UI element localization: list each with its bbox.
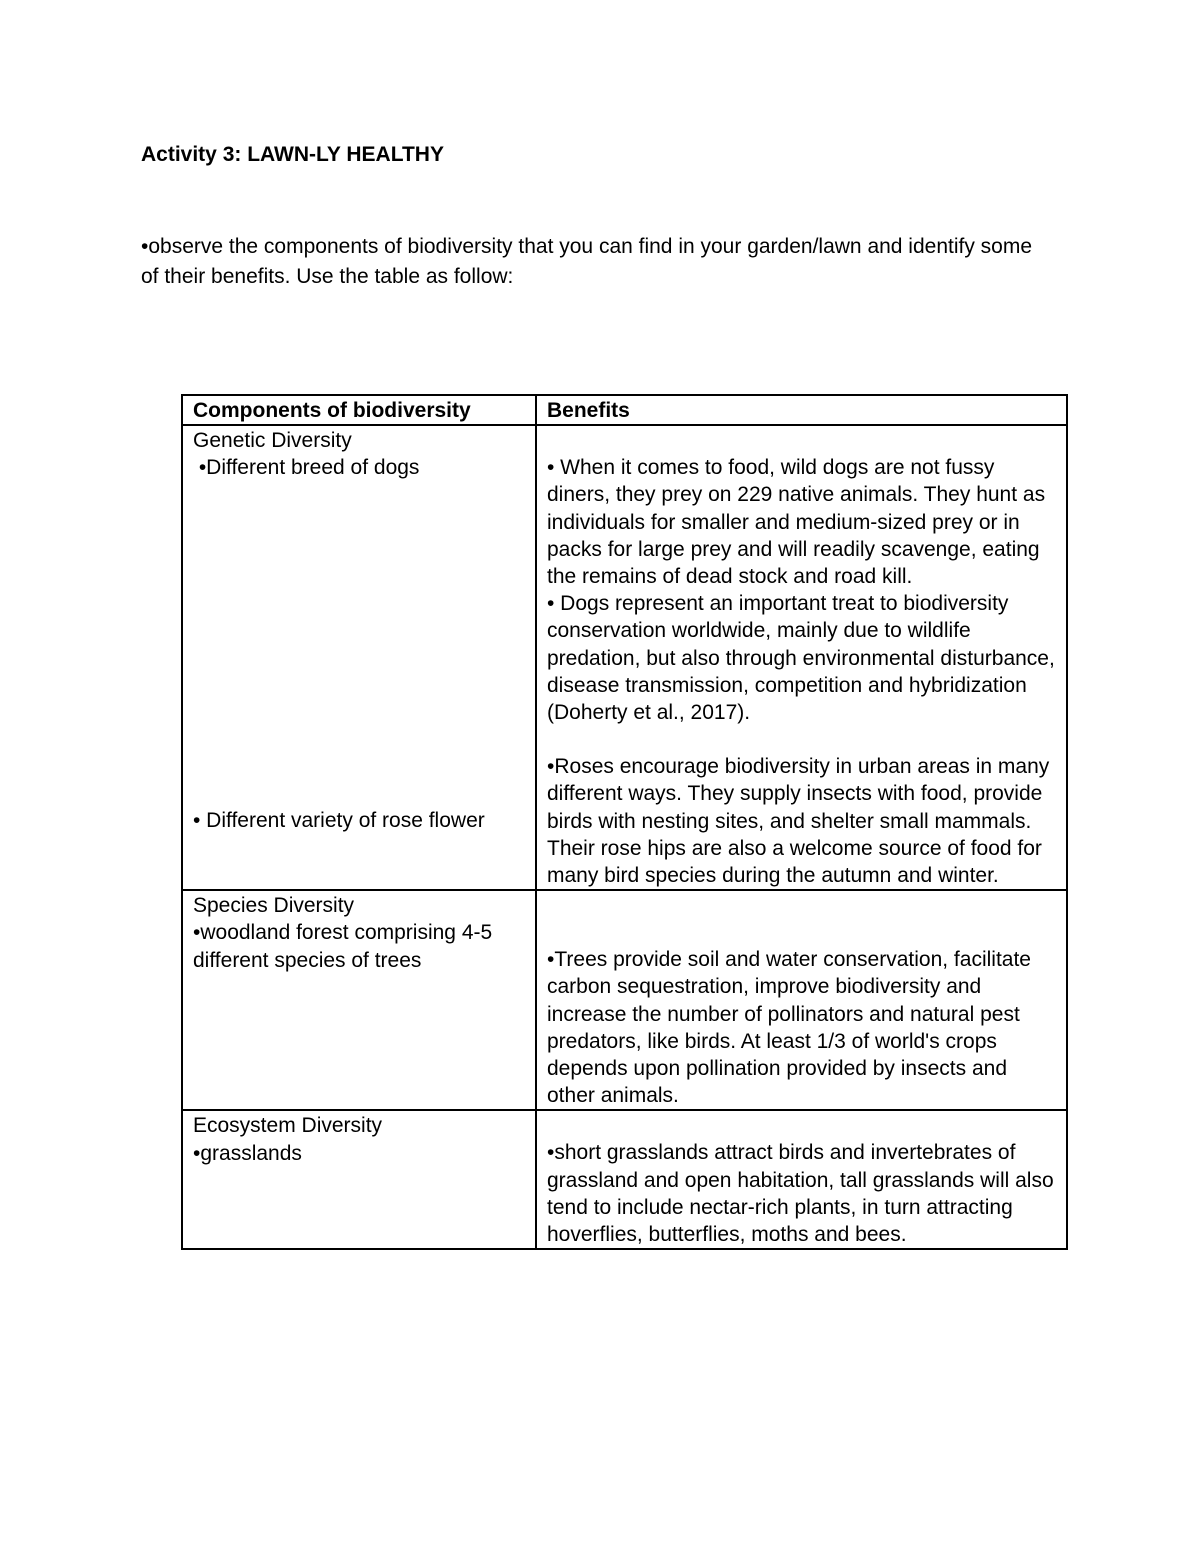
components-cell-ecosystem xyxy=(182,1110,536,1249)
components-cell-genetic xyxy=(182,425,536,890)
section-ecosystem-diversity: Ecosystem Diversity xyxy=(193,1114,383,1138)
benefit-roses: •Roses encourage biodiversity in urban areas in many different ways. They supply insects with food, provide birds with nesting sites, and shelter small mammals. Their rose hips are also a welcome source of food for many bird species during the autumn and winter. xyxy=(547,755,1050,888)
benefit-wild-dogs-diet: • When it comes to food, wild dogs are not fussy diners, they prey on 229 native animals. They hunt as individuals for smaller and medium-sized prey or in packs for large prey and will readily scavenge, eating the remains of dead stock and road kill. xyxy=(547,456,1046,589)
benefits-cell-ecosystem xyxy=(536,1110,1067,1249)
benefits-cell-species xyxy=(536,890,1067,1110)
table-row-species xyxy=(182,890,1067,1110)
benefits-cell-genetic xyxy=(536,425,1067,890)
benefit-grasslands: •short grasslands attract birds and invertebrates of grassland and open habitation, tall grasslands will also tend to include nectar-rich plants, in turn attracting hoverflies, butterflies, moths and bees. xyxy=(547,1141,1054,1247)
header-benefits: Benefits xyxy=(536,395,1067,425)
header-components: Components of biodiversity xyxy=(182,395,536,425)
component-dog-breeds: •Different breed of dogs xyxy=(193,456,420,480)
benefit-dogs-threat: • Dogs represent an important treat to biodiversity conservation worldwide, mainly due to wildlife predation, but also through environmental disturbance, disease transmission, competition and hybridization (Doherty et al., 2017). xyxy=(547,592,1055,725)
instructions-text: •observe the components of biodiversity that you can find in your garden/lawn and identify some of their benefits. Use the table as follow: xyxy=(141,235,1033,288)
component-woodland-forest: •woodland forest comprising 4-5 different species of trees xyxy=(193,921,493,972)
table-row-ecosystem xyxy=(182,1110,1067,1249)
benefit-trees: •Trees provide soil and water conservation, facilitate carbon sequestration, improve biodiversity and increase the number of pollinators and natural pest predators, like birds. At least 1/3 of world's crops depends upon pollination provided by insects and other animals. xyxy=(547,948,1031,1108)
table-row-genetic xyxy=(182,425,1067,890)
document-title: Activity 3: LAWN-LY HEALTHY xyxy=(141,143,444,166)
table-header-row xyxy=(182,395,1067,425)
biodiversity-table xyxy=(181,394,1068,1250)
section-genetic-diversity: Genetic Diversity xyxy=(193,429,352,453)
component-rose-varieties: • Different variety of rose flower xyxy=(193,808,485,832)
section-species-diversity: Species Diversity xyxy=(193,894,355,918)
component-grasslands: •grasslands xyxy=(193,1141,302,1165)
components-cell-species xyxy=(182,890,536,1110)
